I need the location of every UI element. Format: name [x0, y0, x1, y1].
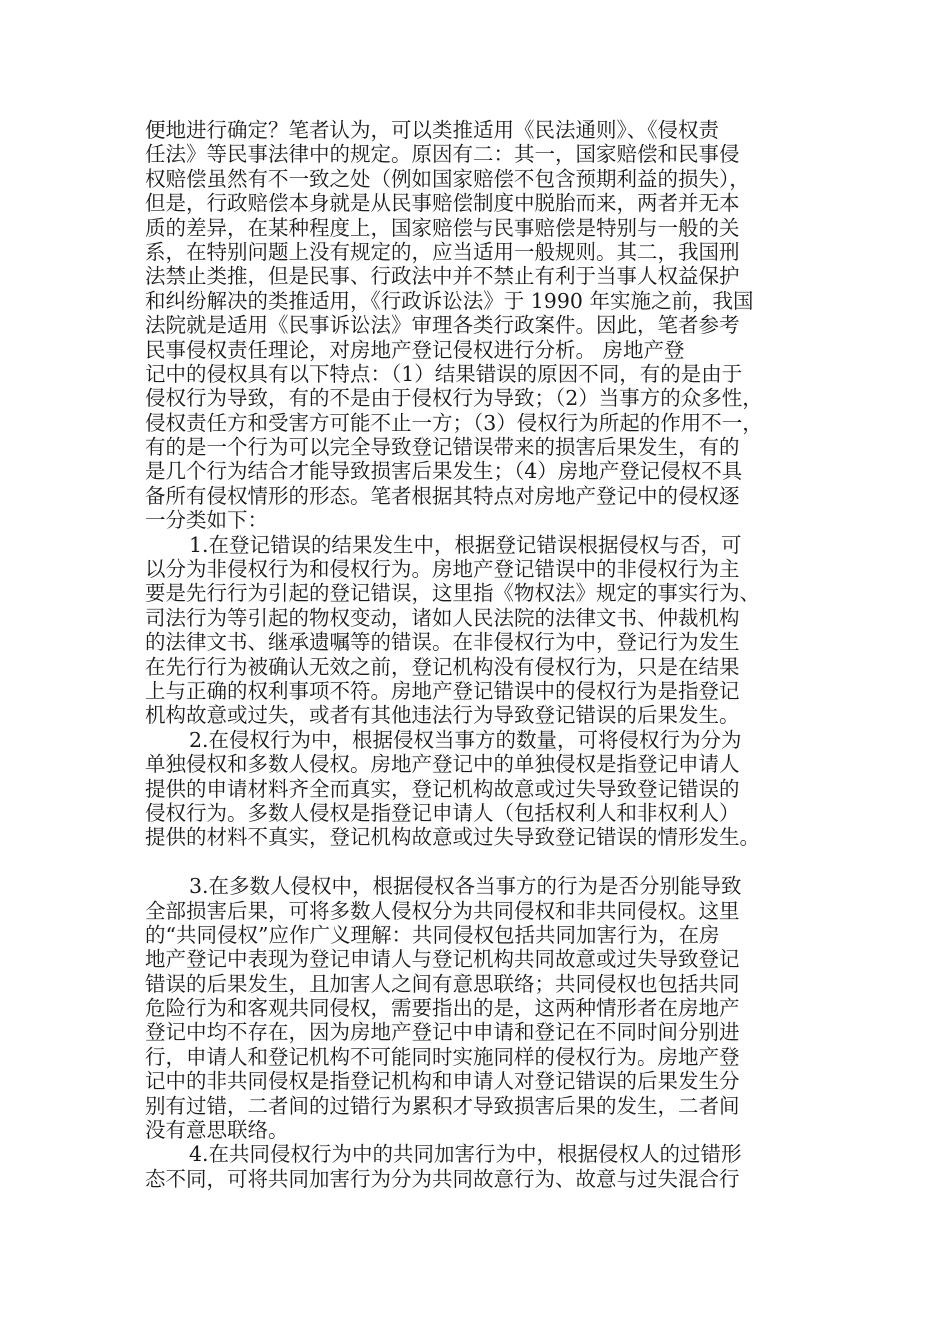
text-line: 以分为非侵权行为和侵权行为。房地产登记错误中的非侵权行为主 — [145, 557, 740, 582]
text-line: 侵权责任方和受害方可能不止一方；（3）侵权行为所起的作用不一， — [145, 410, 763, 435]
text-line: 侵权行为导致，有的不是由于侵权行为导致；（2）当事方的众多性， — [145, 386, 763, 411]
text-line: 全部损害后果，可将多数人侵权分为共同侵权和非共同侵权。这里 — [145, 898, 740, 923]
text-line: 单独侵权和多数人侵权。房地产登记中的单独侵权是指登记申请人 — [145, 752, 740, 777]
text-line: 司法行为等引起的物权变动，诸如人民法院的法律文书、仲裁机构 — [145, 605, 740, 630]
text-line: 上与正确的权利事项不符。房地产登记错误中的侵权行为是指登记 — [145, 678, 740, 703]
text-line: 记中的侵权具有以下特点：（1）结果错误的原因不同，有的是由于 — [145, 361, 743, 386]
text-line: 别有过错，二者间的过错行为累积才导致损害后果的发生，二者间 — [145, 1093, 740, 1118]
text-line: 的法律文书、继承遗嘱等的错误。在非侵权行为中，登记行为发生 — [145, 630, 740, 655]
text-line: 没有意思联络。 — [145, 1118, 289, 1143]
text-line: 的“共同侵权”应作广义理解：共同侵权包括共同加害行为，在房 — [145, 922, 720, 947]
text-line: 备所有侵权情形的形态。笔者根据其特点对房地产登记中的侵权逐 — [145, 483, 740, 508]
text-line: 提供的申请材料齐全而真实，登记机构故意或过失导致登记错误的 — [145, 776, 740, 801]
text-line: 有的是一个行为可以完全导致登记错误带来的损害后果发生，有的 — [145, 435, 740, 460]
text-line: 民事侵权责任理论，对房地产登记侵权进行分析。 房地产登 — [145, 337, 685, 362]
text-line: 法禁止类推，但是民事、行政法中并不禁止有利于当事人权益保护 — [145, 264, 740, 289]
body-text — [145, 118, 820, 1191]
text-line: 地产登记中表现为登记申请人与登记机构共同故意或过失导致登记 — [145, 947, 740, 972]
text-line: 行，申请人和登记机构不可能同时实施同样的侵权行为。房地产登 — [145, 1044, 740, 1069]
text-line: 2.在侵权行为中，根据侵权当事方的数量，可将侵权行为分为 — [189, 727, 742, 752]
text-line: 便地进行确定？笔者认为，可以类推适用《民法通则》、《侵权责 — [145, 118, 719, 142]
text-line: 1.在登记错误的结果发生中，根据登记错误根据侵权与否，可 — [189, 532, 742, 557]
text-line: 4.在共同侵权行为中的共同加害行为中，根据侵权人的过错形 — [189, 1142, 742, 1167]
text-line: 一分类如下： — [145, 508, 268, 533]
text-line: 记中的非共同侵权是指登记机构和申请人对登记错误的后果发生分 — [145, 1069, 740, 1094]
text-line: 质的差异，在某种程度上，国家赔偿与民事赔偿是特别与一般的关 — [145, 215, 740, 240]
text-line: 态不同，可将共同加害行为分为共同故意行为、故意与过失混合行 — [145, 1166, 740, 1191]
text-line: 错误的后果发生，且加害人之间有意思联络；共同侵权也包括共同 — [145, 971, 740, 996]
text-line: 3.在多数人侵权中，根据侵权各当事方的行为是否分别能导致 — [189, 874, 742, 899]
text-line: 和纠纷解决的类推适用，《行政诉讼法》于 1990 年实施之前，我国 — [145, 288, 754, 313]
text-line: 提供的材料不真实，登记机构故意或过失导致登记错误的情形发生。 — [145, 825, 760, 850]
text-line: 在先行行为被确认无效之前，登记机构没有侵权行为，只是在结果 — [145, 654, 740, 679]
text-line: 但是，行政赔偿本身就是从民事赔偿制度中脱胎而来，两者并无本 — [145, 191, 740, 216]
text-line: 机构故意或过失，或者有其他违法行为导致登记错误的后果发生。 — [145, 703, 740, 728]
text-line: 权赔偿虽然有不一致之处（例如国家赔偿不包含预期利益的损失）， — [145, 166, 750, 191]
text-line: 要是先行行为引起的登记错误，这里指《物权法》规定的事实行为、 — [145, 581, 760, 606]
text-line: 侵权行为。多数人侵权是指登记申请人（包括权利人和非权利人） — [145, 800, 740, 825]
text-line: 法院就是适用《民事诉讼法》审理各类行政案件。因此，笔者参考 — [145, 313, 740, 338]
text-line: 任法》等民事法律中的规定。原因有二：其一，国家赔偿和民事侵 — [145, 142, 740, 167]
text-line: 是几个行为结合才能导致损害后果发生；（4）房地产登记侵权不具 — [145, 459, 743, 484]
text-line: 登记中均不存在，因为房地产登记中申请和登记在不同时间分别进 — [145, 1020, 740, 1045]
text-line: 危险行为和客观共同侵权，需要指出的是，这两种情形者在房地产 — [145, 996, 740, 1021]
text-line — [145, 850, 820, 874]
text-line: 系，在特别问题上没有规定的，应当适用一般规则。其二，我国刑 — [145, 239, 740, 264]
